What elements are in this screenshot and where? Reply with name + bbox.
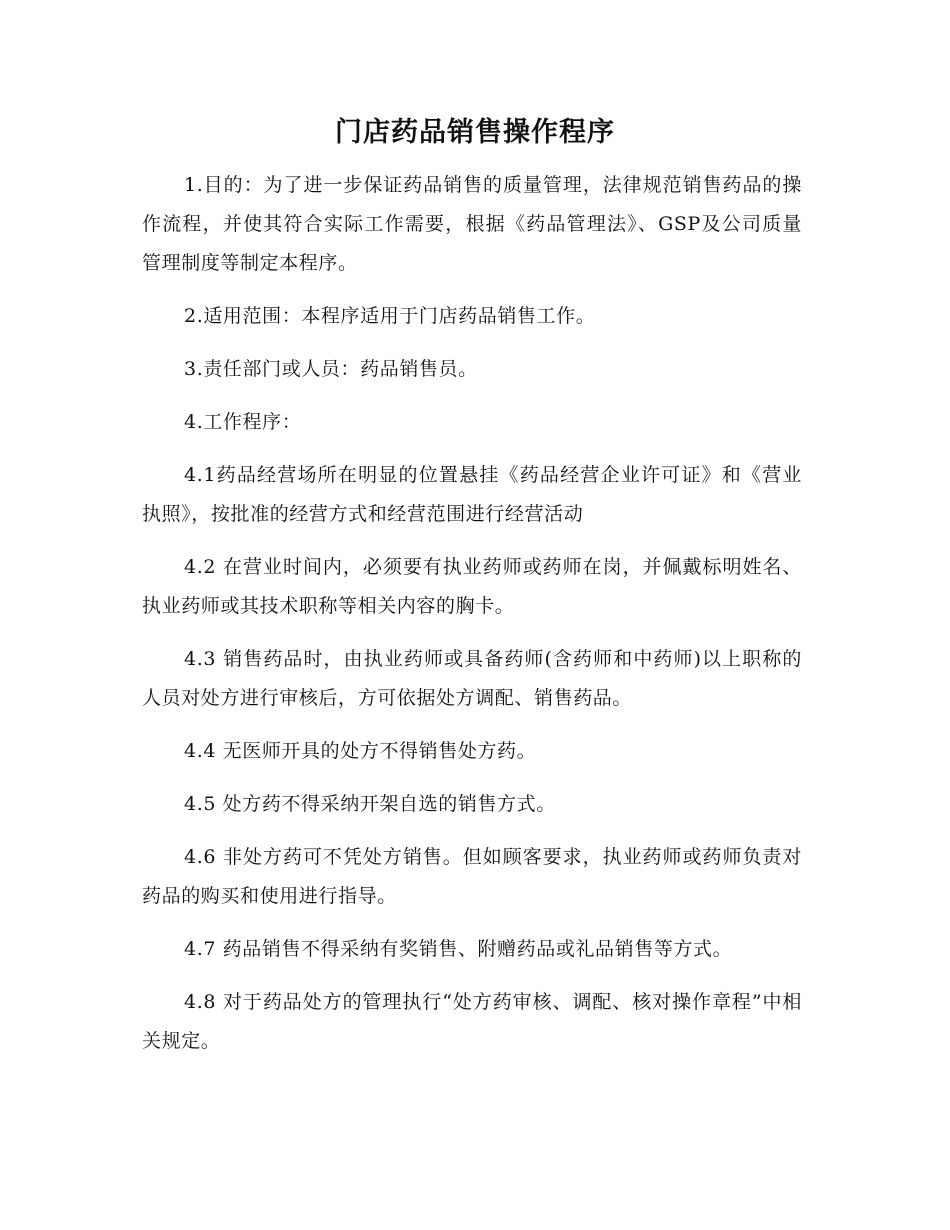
paragraph-4-6: 4.6 非处方药可不凭处方销售。但如顾客要求，执业药师或药师负责对药品的购买和使用进行指导。 bbox=[142, 846, 802, 907]
paragraph-scope: 2.适用范围：本程序适用于门店药品销售工作。 bbox=[184, 305, 596, 327]
paragraph-responsibility: 3.责任部门或人员：药品销售员。 bbox=[184, 358, 478, 380]
paragraph-4-8: 4.8 对于药品处方的管理执行“处方药审核、调配、核对操作章程”中相关规定。 bbox=[142, 991, 802, 1052]
paragraph-4-7: 4.7 药品销售不得采纳有奖销售、附赠药品或礼品销售等方式。 bbox=[184, 938, 733, 960]
paragraph-procedure-heading: 4.工作程序： bbox=[184, 411, 302, 433]
document-title: 门店药品销售操作程序 bbox=[335, 117, 615, 148]
paragraph-4-1: 4.1药品经营场所在明显的位置悬挂《药品经营企业许可证》和《营业执照》，按批准的经营方式和经营范围进行经营活动 bbox=[142, 464, 802, 525]
paragraph-4-3: 4.3 销售药品时，由执业药师或具备药师(含药师和中药师)以上职称的人员对处方进行审核后，方可依据处方调配、销售药品。 bbox=[142, 648, 802, 709]
document-body bbox=[142, 166, 802, 1075]
paragraph-4-5: 4.5 处方药不得采纳开架自选的销售方式。 bbox=[184, 793, 556, 815]
paragraph-4-2: 4.2 在营业时间内，必须要有执业药师或药师在岗，并佩戴标明姓名、执业药师或其技术职称等相关内容的胸卡。 bbox=[142, 556, 802, 617]
paragraph-purpose: 1.目的：为了进一步保证药品销售的质量管理，法律规范销售药品的操作流程，并使其符合实际工作需要，根据《药品管理法》、GSP及公司质量管理制度等制定本程序。 bbox=[142, 174, 802, 274]
paragraph-4-4: 4.4 无医师开具的处方不得销售处方药。 bbox=[184, 740, 537, 762]
